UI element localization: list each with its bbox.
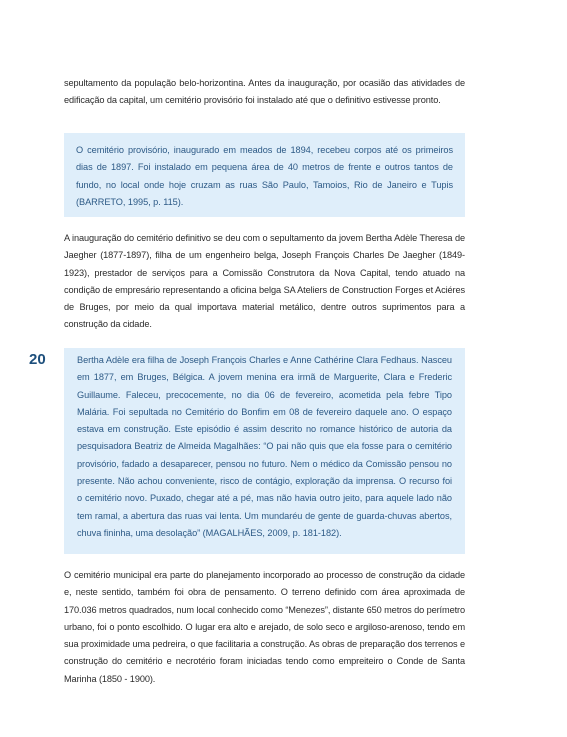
body-paragraph: O cemitério municipal era parte do planejamento incorporado ao processo de construção da cidade e, neste sentido, também foi obra de pensamento. O terreno definido com área aproximada de 170.036 metros quadrados, num local conhecido como “Menezes”, distante 650 metros do perímetro urbano, foi o ponto escolhido. O lugar era alto e arejado, de solo seco e argiloso-arenoso, tendo em sua proximidade uma pedreira, o que facilitaria a construção. As obras de preparação dos terrenos e construção do cemitério e necrotério foram iniciadas tendo como empreiteiro o Conde de Santa Marinha (1850 - 1900). bbox=[64, 570, 465, 684]
body-paragraph: sepultamento da população belo-horizontina. Antes da inauguração, por ocasião das atividades de edificação da capital, um cemitério provisório foi instalado até que o definitivo estivesse pronto. bbox=[64, 78, 465, 106]
citation-text: Bertha Adèle era filha de Joseph François Charles e Anne Cathérine Clara Fedhaus. Nasceu em 1877, em Bruges, Bélgica. A jovem menina era irmã de Marguerite, Clara e Frederic Guillaume. Faleceu, precocemente, no dia 06 de fevereiro, acometida pela febre Tipo Malária. Foi sepultada no Cemitério do Bonfim em 08 de fevereiro daquele ano. O espaço estava em construção. Este episódio é assim descrito no romance histórico de autoria da pesquisadora Beatriz de Almeida Magalhães: “O pai não quis que ela fosse para o cemitério provisório, fadado a desaparecer, pensou no futuro. Nem o médico da Comissão pensou no presente. Não achou conveniente, risco de contágio, exploração da imprensa. O recurso foi o cemitério novo. Puxado, chegar até a pé, mas não havia outro jeito, para aquele lado não tem ramal, a abertura das ruas vai lenta. Um mundaréu de gente de guarda-chuvas abertos, chuva fininha, uma desolação” (MAGALHÃES, 2009, p. 181-182). bbox=[77, 355, 452, 538]
body-paragraph: A inauguração do cemitério definitivo se deu com o sepultamento da jovem Bertha Adèle Theresa de Jaegher (1877-1897), filha de um engenheiro belga, Joseph François Charles De Jaegher (1849-1923), prestador de serviços para a Comissão Construtora da Nova Capital, tendo atuado na condição de empresário representando a oficina belga SA Ateliers de Construction Forges et Aciéres de Bruges, por meio da qual importava material metálico, dentre outros suprimentos para a construção da cidade. bbox=[64, 233, 465, 330]
citation-box bbox=[64, 133, 465, 217]
citation-box bbox=[64, 348, 465, 554]
page-number: 20 bbox=[29, 351, 46, 368]
citation-text: O cemitério provisório, inaugurado em meados de 1894, recebeu corpos até os primeiros dias de 1897. Foi instalado em pequena área de 40 metros de frente e outros tantos de fundo, no local onde hoje cruzam as ruas São Paulo, Tamoios, Rio de Janeiro e Tupis (BARRETO, 1995, p. 115). bbox=[76, 145, 453, 207]
